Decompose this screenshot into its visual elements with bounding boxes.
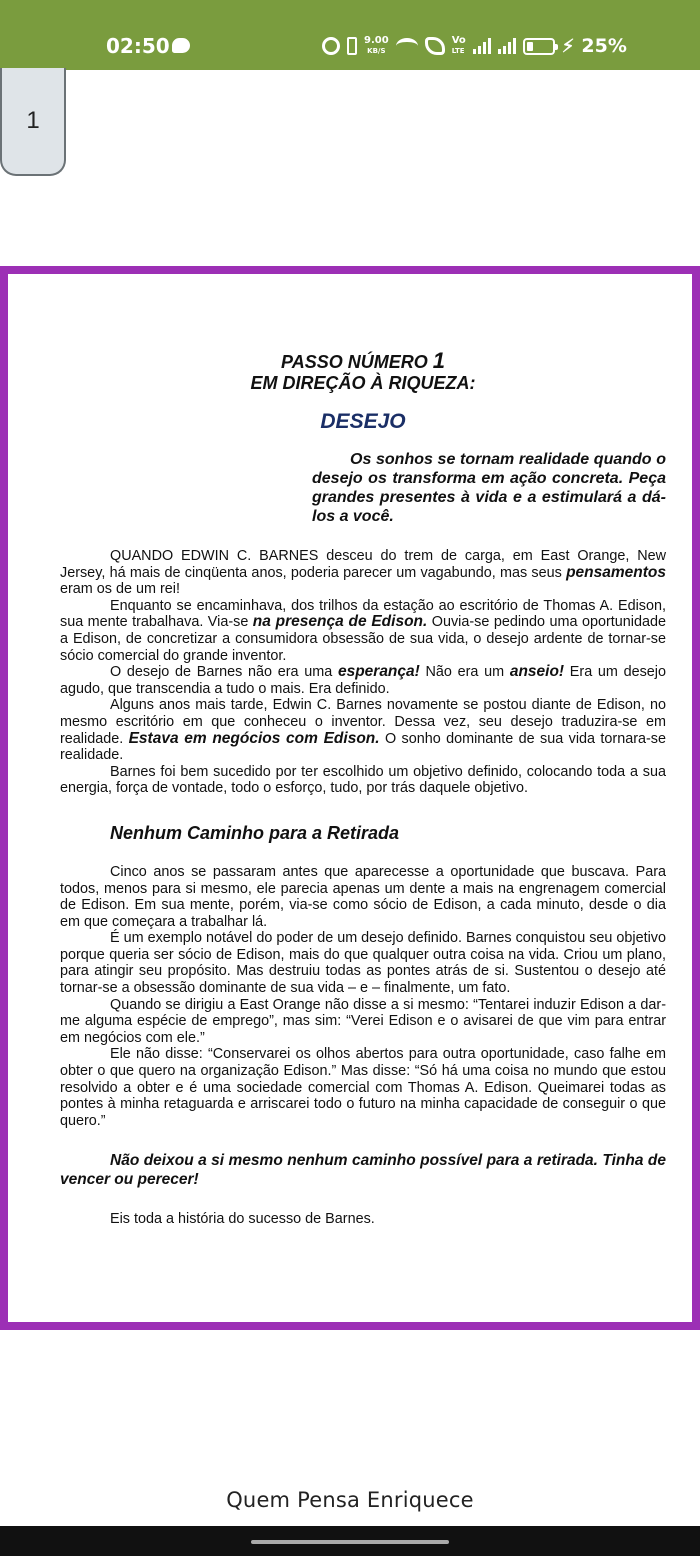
paragraph-7: É um exemplo notável do poder de um desejo definido. Barnes conquistou seu objetivo porque queria ser sócio de Edison, mais do que qualquer outra coisa na vida. Criou um plano, para atingir seu propósito. Mas destruiu todas as pontes atrás de si. Sustentou o desejo até tornar-se a obsessão dominante de sua vida – e – finalmente, um fato. xyxy=(60,930,666,997)
paragraph-1-text-b: eram os de um rei! xyxy=(60,581,180,598)
charging-icon: ⚡︎ xyxy=(561,35,575,56)
paragraph-5: Barnes foi bem sucedido por ter escolhido um objetivo definido, colocando toda a sua energia, força de vontade, todo o esforço, tudo, por trás daquele objetivo. xyxy=(60,763,666,797)
home-gesture-handle[interactable] xyxy=(251,1540,449,1544)
page-number-tab[interactable] xyxy=(0,68,66,176)
paragraph-2-text-b: Ouvia-se pedindo uma oportunidade a Edison, de concretizar a consumidora obsessão de sua vida, o desejo ardente de tornar-se sócio comercial do grande inventor. xyxy=(60,614,666,664)
paragraph-4 xyxy=(60,697,666,763)
signal-icon-1 xyxy=(473,38,491,54)
wifi-calling-icon xyxy=(425,37,445,55)
chapter-heading-prefix: PASSO NÚMERO xyxy=(281,352,433,372)
paragraph-3-emphasis-1: esperança! xyxy=(337,663,420,681)
network-speed-unit: KB/S xyxy=(367,47,386,55)
page-number: 1 xyxy=(26,107,40,134)
chat-notification-icon xyxy=(172,38,190,53)
chapter-title: DESEJO xyxy=(320,410,406,433)
chapter-heading-subtitle: EM DIREÇÃO À RIQUEZA: xyxy=(250,373,476,393)
paragraph-3-emphasis-2: anseio! xyxy=(509,663,565,681)
status-bar xyxy=(0,0,700,70)
paragraph-1-emphasis: pensamentos xyxy=(566,563,666,581)
section-title: Nenhum Caminho para a Retirada xyxy=(110,822,400,843)
clock: 02:50 xyxy=(106,34,170,58)
book-title: Quem Pensa Enriquece xyxy=(226,1488,474,1512)
document-page[interactable] xyxy=(0,266,700,1330)
navigation-bar xyxy=(0,1526,700,1556)
chapter-heading xyxy=(60,350,666,394)
battery-percent: 25% xyxy=(581,35,627,57)
wifi-icon xyxy=(396,38,418,54)
paragraph-4-emphasis: Estava em negócios com Edison. xyxy=(128,729,380,747)
paragraph-2-emphasis: na presença de Edison. xyxy=(252,613,428,631)
network-speed xyxy=(364,36,389,56)
network-speed-value: 9.00 xyxy=(364,35,389,46)
paragraph-1-text-a: QUANDO EDWIN C. BARNES desceu do trem de carga, em East Orange, New Jersey, há mais de cinqüenta anos, poderia parecer um vagabundo, mas seus xyxy=(60,548,666,581)
paragraph-4-text-b: O sonho dominante de sua vida tornara-se realidade. xyxy=(60,730,666,764)
vibrate-icon xyxy=(347,37,357,55)
volte-indicator xyxy=(452,36,466,56)
document-content xyxy=(60,350,666,1227)
paragraph-8: Quando se dirigiu a East Orange não disse a si mesmo: “Tentarei induzir Edison a dar-me alguma espécie de emprego”, mas sim: “Verei Edison e o avisarei de que vim para entrar em negócios com ele.” xyxy=(60,996,666,1046)
battery-fill xyxy=(527,42,533,51)
paragraph-2-text-a: Enquanto se encaminhava, dos trilhos da estação ao escritório de Thomas A. Edison, sua mente trabalhava. Via-se xyxy=(60,597,666,631)
status-icons xyxy=(322,32,627,60)
paragraph-3 xyxy=(60,664,666,697)
volte-top: Vo xyxy=(451,35,466,46)
paragraph-4-text-a: Alguns anos mais tarde, Edwin C. Barnes novamente se postou diante de Edison, no mesmo escritório em que conheceu o inventor. Dessa vez, seu desejo traduzira-se em realidade. xyxy=(60,697,666,747)
paragraph-1 xyxy=(60,548,666,598)
paragraph-3-text-b: Não era um xyxy=(419,664,510,681)
battery-icon xyxy=(523,38,555,55)
paragraph-3-text-c: Era um desejo agudo, que transcendia a tudo o mais. Era definido. xyxy=(60,664,666,697)
paragraph-9: Ele não disse: “Conservarei os olhos abertos para outra oportunidade, caso falhe em obter o que quero na organização Edison.” Mas disse: “Só há uma coisa no mundo que estou resolvido a obter e é uma sociedade comercial com Thomas A. Edison. Queimarei todas as pontes à minha retaguarda e arriscarei todo o futuro na minha capacidade de conseguir o que quero.” xyxy=(60,1046,666,1129)
chapter-heading-number: 1 xyxy=(432,348,445,373)
signal-icon-2 xyxy=(498,38,516,54)
alarm-icon xyxy=(322,37,340,55)
epigraph: Os sonhos se tornam realidade quando o desejo os transforma em ação concreta. Peça grandes presentes à vida e a estimulará a dá-los a você. xyxy=(312,451,666,525)
paragraph-2 xyxy=(60,598,666,664)
paragraph-6: Cinco anos se passaram antes que aparecesse a oportunidade que buscava. Para todos, menos para si mesmo, ele parecia apenas um dente a mais na engrenagem comercial de Edison. Em sua mente, porém, via-se como sócio de Edison, a cada minuto, desde o dia em que começara a trabalhar lá. xyxy=(60,863,666,930)
paragraph-3-text-a: O desejo de Barnes não era uma xyxy=(110,664,338,681)
volte-bottom: LTE xyxy=(451,47,465,55)
closing-statement: Não deixou a si mesmo nenhum caminho possível para a retirada. Tinha de vencer ou perecer! xyxy=(60,1152,666,1189)
final-line: Eis toda a história do sucesso de Barnes. xyxy=(110,1211,375,1228)
